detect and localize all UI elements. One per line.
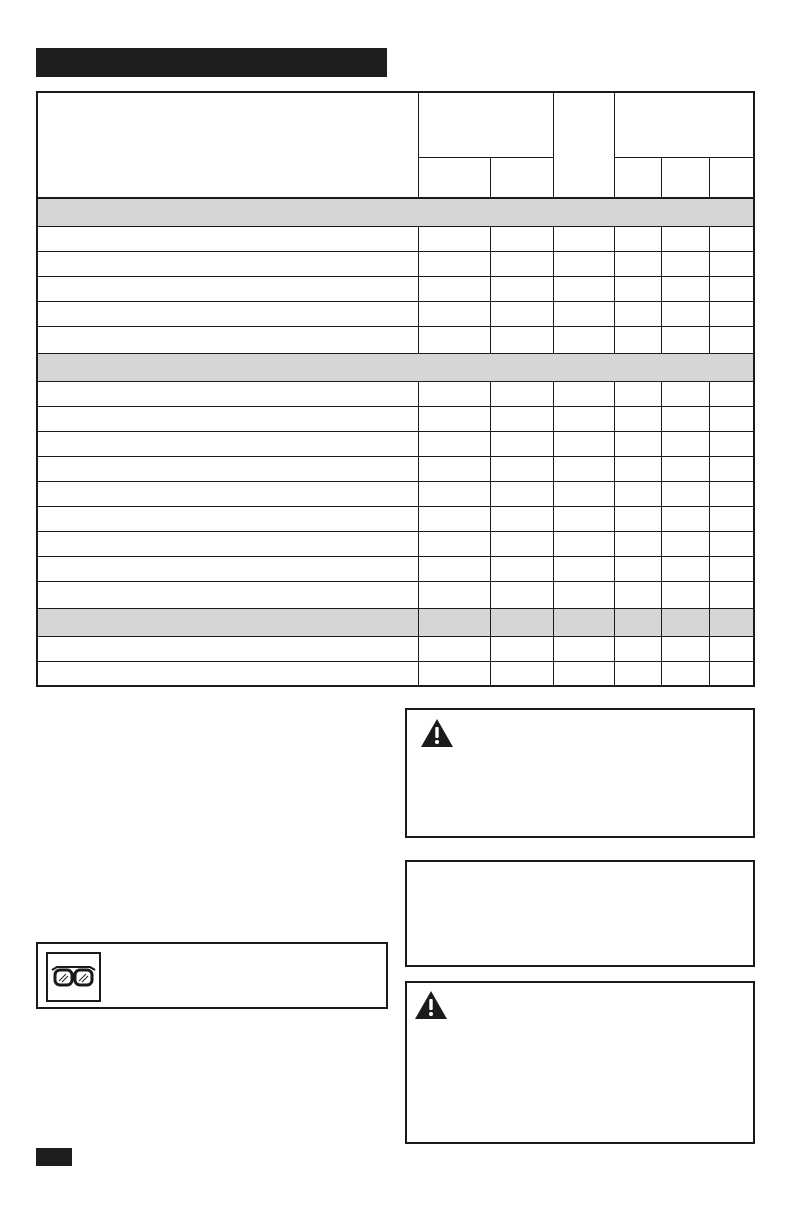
column-divider xyxy=(661,608,662,687)
column-divider xyxy=(614,93,615,199)
column-divider xyxy=(709,226,710,353)
page-title-bar xyxy=(36,48,387,77)
column-divider xyxy=(418,93,419,199)
header-subdivider xyxy=(614,157,755,158)
column-divider xyxy=(614,381,615,608)
section-band xyxy=(38,199,753,226)
row-divider xyxy=(38,556,753,557)
row-divider xyxy=(38,636,753,637)
row-divider xyxy=(38,456,753,457)
row-divider xyxy=(38,608,753,609)
column-divider xyxy=(553,93,554,199)
column-divider xyxy=(418,226,419,353)
column-divider xyxy=(709,381,710,608)
maintenance-schedule-table xyxy=(36,91,755,687)
warning-box-top xyxy=(405,708,755,838)
row-divider xyxy=(38,661,753,662)
column-divider xyxy=(661,226,662,353)
row-divider xyxy=(38,531,753,532)
row-divider xyxy=(38,506,753,507)
row-divider xyxy=(38,353,753,354)
row-divider xyxy=(38,381,753,382)
ppe-icon-frame xyxy=(46,952,101,1002)
warning-triangle-icon xyxy=(420,718,454,748)
row-divider xyxy=(38,431,753,432)
column-divider xyxy=(553,381,554,608)
column-divider xyxy=(490,381,491,608)
row-divider xyxy=(38,301,753,302)
row-divider xyxy=(38,326,753,327)
column-divider xyxy=(614,226,615,353)
column-divider xyxy=(614,608,615,687)
row-divider xyxy=(38,406,753,407)
column-divider xyxy=(553,608,554,687)
column-divider xyxy=(418,608,419,687)
column-divider xyxy=(661,157,662,199)
header-divider xyxy=(38,197,753,199)
row-divider xyxy=(38,276,753,277)
warning-triangle-icon xyxy=(414,990,448,1020)
section-band xyxy=(38,608,753,636)
column-divider xyxy=(709,608,710,687)
column-divider xyxy=(709,157,710,199)
column-divider xyxy=(490,226,491,353)
warning-box-bottom xyxy=(405,981,755,1144)
safety-glasses-icon xyxy=(48,954,99,1000)
notice-box xyxy=(405,860,755,967)
page-number-tab xyxy=(36,1148,72,1166)
column-divider xyxy=(661,381,662,608)
row-divider xyxy=(38,251,753,252)
row-divider xyxy=(38,481,753,482)
column-divider xyxy=(418,381,419,608)
section-band xyxy=(38,353,753,381)
row-divider xyxy=(38,226,753,227)
column-divider xyxy=(553,226,554,353)
eye-protection-box xyxy=(36,942,388,1009)
column-divider xyxy=(490,157,491,199)
row-divider xyxy=(38,581,753,582)
header-subdivider xyxy=(418,157,553,158)
column-divider xyxy=(490,608,491,687)
